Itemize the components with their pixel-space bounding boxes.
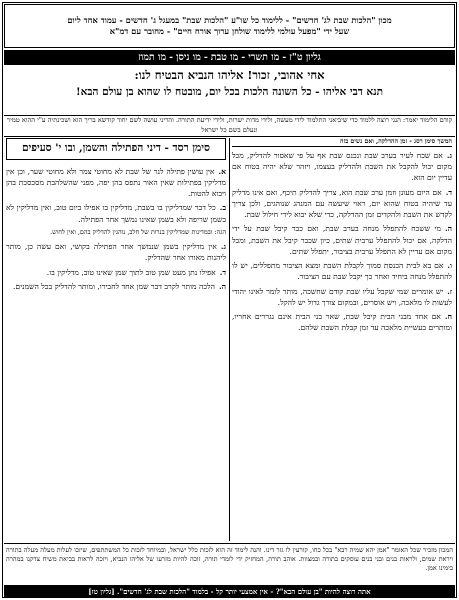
paragraph-number: ז.	[447, 286, 452, 296]
paragraph-text: אם בא לבית הכנסת סמוך לקבלת השבת ומצא הציבור מתפללים, יש לו להתפלל מנחה ביחיד ואחר כך יקבל שבת עם הציבור.	[232, 261, 452, 282]
quote-line-2: תנא דבי אליהו - כל השונה הלכות בכל יום, מובטח לו שהוא בן עולם הבא!	[76, 86, 383, 98]
issue-separator: -	[241, 52, 246, 63]
issue-separator: -	[282, 52, 287, 63]
paragraph-text: יש אומרים שמי שקבל עליו שבת קודם שחשכה, מותר לומר לאינו יהודי לעשות לו מלאכה, ויש אוסרים, ובמקום צורך גדול יש להקל.	[232, 286, 452, 307]
issue-separator: -	[203, 52, 208, 63]
paragraph-text: מי ששכח להתפלל מנחה בערב שבת, ואם כבר קיבל שבת על ידי הדלקה, אם יכול להתפלל ערבית שתים, כיון שכבר קיבל את השבת, ומכל מקום אם עדיין לא התפלל ערבית בציבור, יתפלל שתים.	[232, 224, 452, 256]
paragraph-text: אם שכח לעיר בערב שבת ונכנס שבת אף על פי שאסור להדליק, מכל מקום יכול להקבל את השבת ולהדליק בעצמו, ויזהר שלא יהיה בטוח אם עדיין יום הוא.	[232, 151, 452, 183]
eliyahu-quote	[4, 67, 455, 115]
paragraph-number: ד.	[219, 267, 226, 277]
paragraph-number: ה.	[444, 224, 452, 234]
header-line-2: שעל ידי "מפעל עולמי ללימוד שולחן ערוך אורח חיים" - מחובר עם דמ"א	[109, 26, 350, 36]
paragraph-number: ג.	[446, 151, 452, 160]
paragraph	[6, 281, 226, 292]
divider	[4, 136, 455, 137]
divider	[4, 543, 455, 544]
gloss-note: הגה: ובמדינות שמדליקין בנרות של חלב, נוהגין להדליק בהם, ואין לחוש.	[50, 227, 226, 236]
paragraph-number: ד.	[445, 187, 452, 197]
right-column	[232, 138, 452, 541]
column-divider	[229, 138, 230, 541]
paragraph-text: אם היום מעונן וזמן ערב שבת הוא, צריך להדליק תיכף, ואם אינו מדליק עד שיהיה בטוח שהוא יום, ראוי שיעשה עם המנהג שנוהגים, ולכן צריך לקדש את השבת ולהקדים זמן ההדלקה, כדי שלא יבוא לידי חילול שבת.	[232, 187, 452, 220]
paragraph	[232, 286, 452, 308]
header-line-1: מכון "הלכות שבת לג' חדשים" - ללימוד כל שו"ע "הלכות שבת" במעגל ג' חדשים - עמוד אחד ליום	[67, 14, 392, 25]
page-header	[4, 4, 455, 48]
issue-date-1: מו תשרי	[248, 52, 280, 63]
footer-text: המכון מזכיר שכל האומר "אמן יהא שמיה רבא" בכל כחו, קורעין לו גזר דינו. והנה לימוד זה הוא לזכות כלל ישראל, ובמיוחד לזכות כל המשתתפים, שיזכו לעלות מעלה מעלה בתורה ויראת שמים, ולראות בנים ובני בנים עוסקים בתורה ובמצוות. אוהב תורה, המחזיק ידי לומדי תורה, זוכה להיות מזרעו של אליהו הנביא, ויזכה לראות בביאת משיח צדקנו במהרה בימינו אמן.	[6, 546, 453, 573]
paragraph-text: אפילו נתן מעט שמן טוב לתוך שמן שאינו טוב, מדליקין בו.	[46, 267, 216, 277]
paragraph	[232, 223, 452, 257]
paragraph-text: אין מדליקין בשמן שנמשך אחר הפתילה בקושי, ואם עשה כן, מותר ליהנות מאורו אחר שהדליק.	[6, 242, 226, 263]
paragraph-text: אם אחד מבני הבית קיבל שבת, שאר בני הבית אינם נגררים אחריו, ומותרים בעשיית מלאכה עד זמן קבלת השבת שלהם.	[232, 312, 452, 333]
issue-number: גליון ט"ז	[289, 52, 321, 63]
paragraph	[6, 267, 226, 278]
paragraph	[6, 166, 226, 200]
bottom-bar: אתה רוצה להיות "בן עולם הבא"? - אין אמצעי יותר קל - בלמוד "הלכות שבת לג' חדשים". [גליון טז]	[4, 585, 455, 597]
paragraph-number: א.	[218, 166, 226, 176]
paragraph-text: אין עושין פתילה לנר של שבת לא מחוטי צמר ולא מחוטי שער, וכן אין מדליקין בפתילות שאין האור נתפס בהן יפה, מפני שהשלהבת מסכסכת בהן ויבוא להטות.	[6, 166, 226, 199]
paragraph-number: ב.	[219, 203, 226, 213]
paragraph-number: ג.	[220, 242, 226, 252]
paragraph	[232, 187, 452, 221]
issue-date-2: מו טבת	[210, 52, 239, 63]
paragraph-text: כל דבר שמדליקין בו בשבת, מדליקין בו אפילו ביום טוב, ואין מדליקין לא בשמן שריפה ולא בשמן שאינו נמשך אחר הפתילה.	[6, 203, 226, 224]
issue-date-3: מו ניסן	[176, 52, 201, 63]
quote-line-1: אחי אהובי, זכור! אליהו הנביא הבטיח לנו:	[134, 68, 325, 82]
issue-date-4: מו תמוז	[138, 52, 167, 63]
paragraph-number: ח.	[444, 312, 452, 322]
issue-bar	[4, 50, 455, 65]
paragraph	[232, 260, 452, 282]
right-column-running-head: המשך סימן רסג - זמן ההדלקה, ואם נשים בזה	[232, 138, 452, 147]
paragraph-text: הלכה מותר לקרב דבר שמן אחד לחבירו, ומותר להדליק בכל השמנים.	[12, 281, 215, 291]
siman-title: סימן רסד - דיני הפתילה והשמן, ובו י' סעיפים	[6, 138, 226, 160]
paragraph	[232, 311, 452, 333]
paragraph	[6, 241, 226, 263]
issue-separator: -	[169, 52, 174, 63]
paragraph-number: ה.	[218, 281, 226, 291]
paragraph	[6, 202, 226, 224]
paragraph-number: ו.	[447, 261, 452, 271]
paragraph	[232, 150, 452, 184]
left-column	[6, 138, 226, 541]
study-intention-line: קודם הלימוד יאמר: הנני רוצה ללמוד כדי שיביאני התלמוד לידי מעשה, ולידי מדות ישרות, ולידי ידיעת התורה. והריני עושה לשם יחוד קודשא בריך הוא ושכינתיה ע"י ההוא טמיר ונעלם בשם כל ישראל	[6, 116, 453, 134]
